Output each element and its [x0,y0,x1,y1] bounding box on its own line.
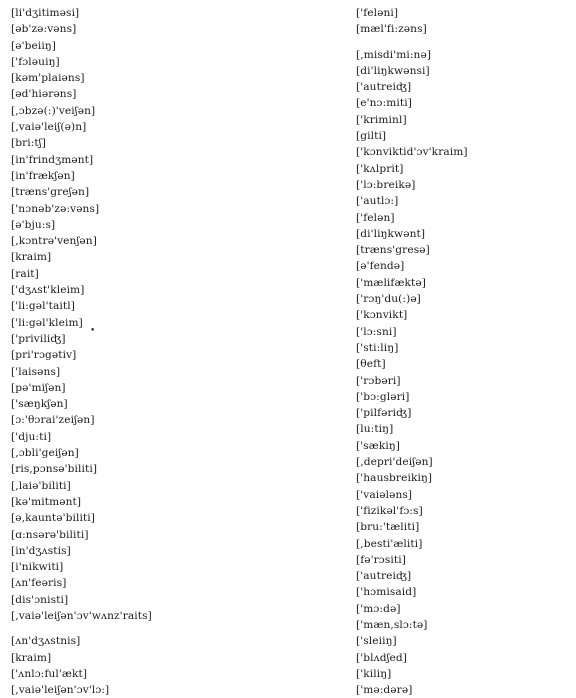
transcription-entry: [mæl'fi:zəns] [356,23,427,36]
transcription-entry: ['sæŋkʃən] [11,398,68,411]
transcription-entry: ['li:gəl'kleim] [11,316,83,329]
transcription-entry: ['pilfəriʤ] [356,407,412,420]
transcription-entry: ['kʌlprit] [356,162,404,175]
transcription-entry: [,ɔbli'geiʃən] [11,447,79,460]
transcription-entry: ['priviliʤ] [11,332,66,345]
stray-mark: • [90,326,96,336]
transcription-entry: ['dju:ti] [11,430,52,443]
transcription-entry: ['bɔ:gləri] [356,390,410,403]
transcription-entry: [i'nikwiti] [11,561,64,574]
transcription-entry: [gilti] [356,130,387,143]
transcription-entry: ['autreiʤ] [356,570,412,583]
transcription-entry: [kraim] [11,251,52,264]
left-transcription-column [11,5,152,698]
transcription-entry: [,ɔbzə(:)'veiʃən] [11,104,96,117]
transcription-entry: [bri:tʃ] [11,137,47,150]
transcription-entry: ['sleiiŋ] [356,635,397,648]
transcription-entry: [ə'fendə] [356,260,405,273]
transcription-entry: [fə'rɔsiti] [356,553,406,566]
transcription-entry: [dis'ɔnisti] [11,593,69,606]
transcription-entry: [pri'rɔgətiv] [11,349,77,362]
transcription-entry: [ɔ:'θɔrai'zeiʃən] [11,414,95,427]
transcription-entry: ['ʌnlɔ:ful'ækt] [11,667,88,680]
transcription-entry: [bru:'tæliti] [356,521,420,534]
transcription-entry: ['mə:dərə] [356,684,413,697]
transcription-entry: [,laiə'biliti] [11,479,71,492]
transcription-entry: [kraim] [11,651,52,664]
transcription-entry: ['hausbreikiŋ] [356,472,433,485]
transcription-entry: ['fɔləuiŋ] [11,55,60,68]
transcription-entry: ['lɔ:sni] [356,325,397,338]
transcription-entry: [lu:tiŋ] [356,423,394,436]
transcription-entry: ['dʒʌst'kleim] [11,284,85,297]
transcription-entry: [əb'zə:vəns] [11,23,77,36]
transcription-entry: [kə'mitmənt] [11,495,82,508]
transcription-entry: ['li:gəl'taitl] [11,300,75,313]
transcription-entry: ['kriminl] [356,113,407,126]
transcription-entry: ['autlɔ:] [356,195,399,208]
transcription-entry: [pə'miʃən] [11,381,66,394]
transcription-entry: [ə'bju:s] [11,218,56,231]
transcription-entry: ['blʌdʃed] [356,651,408,664]
transcription-entry: [rait] [11,267,39,280]
transcription-entry: [,vaiə'leiʃ(ə)n] [11,121,87,134]
transcription-entry: [kəm'plaiəns] [11,72,85,85]
transcription-entry: [in'dʒʌstis] [11,544,71,557]
transcription-entry: [e'nɔ:miti] [356,97,412,110]
transcription-entry: [træns'greʃən] [11,186,90,199]
transcription-entry: ['rɔŋ'du(:)ə] [356,293,421,306]
transcription-entry: ['sækiŋ] [356,439,401,452]
transcription-entry: ['feləni] [356,7,399,19]
transcription-entry: ['nɔnəb'zə:vəns] [11,202,100,215]
transcription-entry: ['laisəns] [11,365,61,378]
transcription-entry: [ris,pɔnsə'biliti] [11,463,98,476]
transcription-entry: ['rɔbəri] [356,374,401,387]
transcription-entry: ['mæn,slɔ:tə] [356,618,428,631]
transcription-entry: [,depri'deiʃən] [356,456,433,469]
transcription-entry: [,kɔntrə'venʃən] [11,235,97,248]
transcription-entry: [θeft] [356,358,386,371]
transcription-entry: [li'dʒitiməsi] [11,7,80,19]
transcription-entry: ['sti:liŋ] [356,341,399,354]
transcription-entry: [træns'gresə] [356,244,430,257]
transcription-entry: [ʌn'feəris] [11,577,67,590]
transcription-entry: [,besti'æliti] [356,537,423,550]
transcription-entry: ['mɔ:də] [356,602,401,615]
transcription-entry: ['kiliŋ] [356,667,392,680]
transcription-entry: ['kɔnvikt] [356,309,408,322]
block-gap [356,38,468,47]
transcription-entry: [ə,kauntə'biliti] [11,512,96,525]
transcription-entry: ['lɔ:breikə] [356,178,416,191]
transcription-entry: ['vaiələns] [356,488,413,501]
right-transcription-column [356,5,468,698]
transcription-entry: [,vaiə'leiʃən'ɔv'wʌnz'raits] [11,609,152,622]
transcription-entry: ['mælifæktə] [356,276,426,289]
transcription-entry: [di'liŋkwənt] [356,227,426,240]
transcription-entry: [,misdi'mi:nə] [356,48,432,61]
transcription-entry: ['hɔmisaid] [356,586,417,599]
transcription-entry: [ɑ:nsərə'biliti] [11,528,89,541]
transcription-entry: [ə'beiiŋ] [11,39,56,52]
block-gap [11,624,152,633]
transcription-entry: [in'frækʃən] [11,169,75,182]
transcription-entry: [,vaiə'leiʃən'ɔv'lɔ:] [11,684,110,697]
transcription-entry: [in'frindʒmənt] [11,153,94,166]
transcription-entry: ['felən] [356,211,395,224]
transcription-entry: ['kɔnviktid'ɔv'kraim] [356,146,468,159]
transcription-entry: [di'liŋkwənsi] [356,64,430,77]
transcription-entry: [əd'hiərəns] [11,88,77,101]
transcription-entry: ['fizikəl'fɔ:s] [356,504,423,517]
transcription-entry: [ʌn'dʒʌstnis] [11,635,81,648]
transcription-entry: ['autreiʤ] [356,81,412,94]
